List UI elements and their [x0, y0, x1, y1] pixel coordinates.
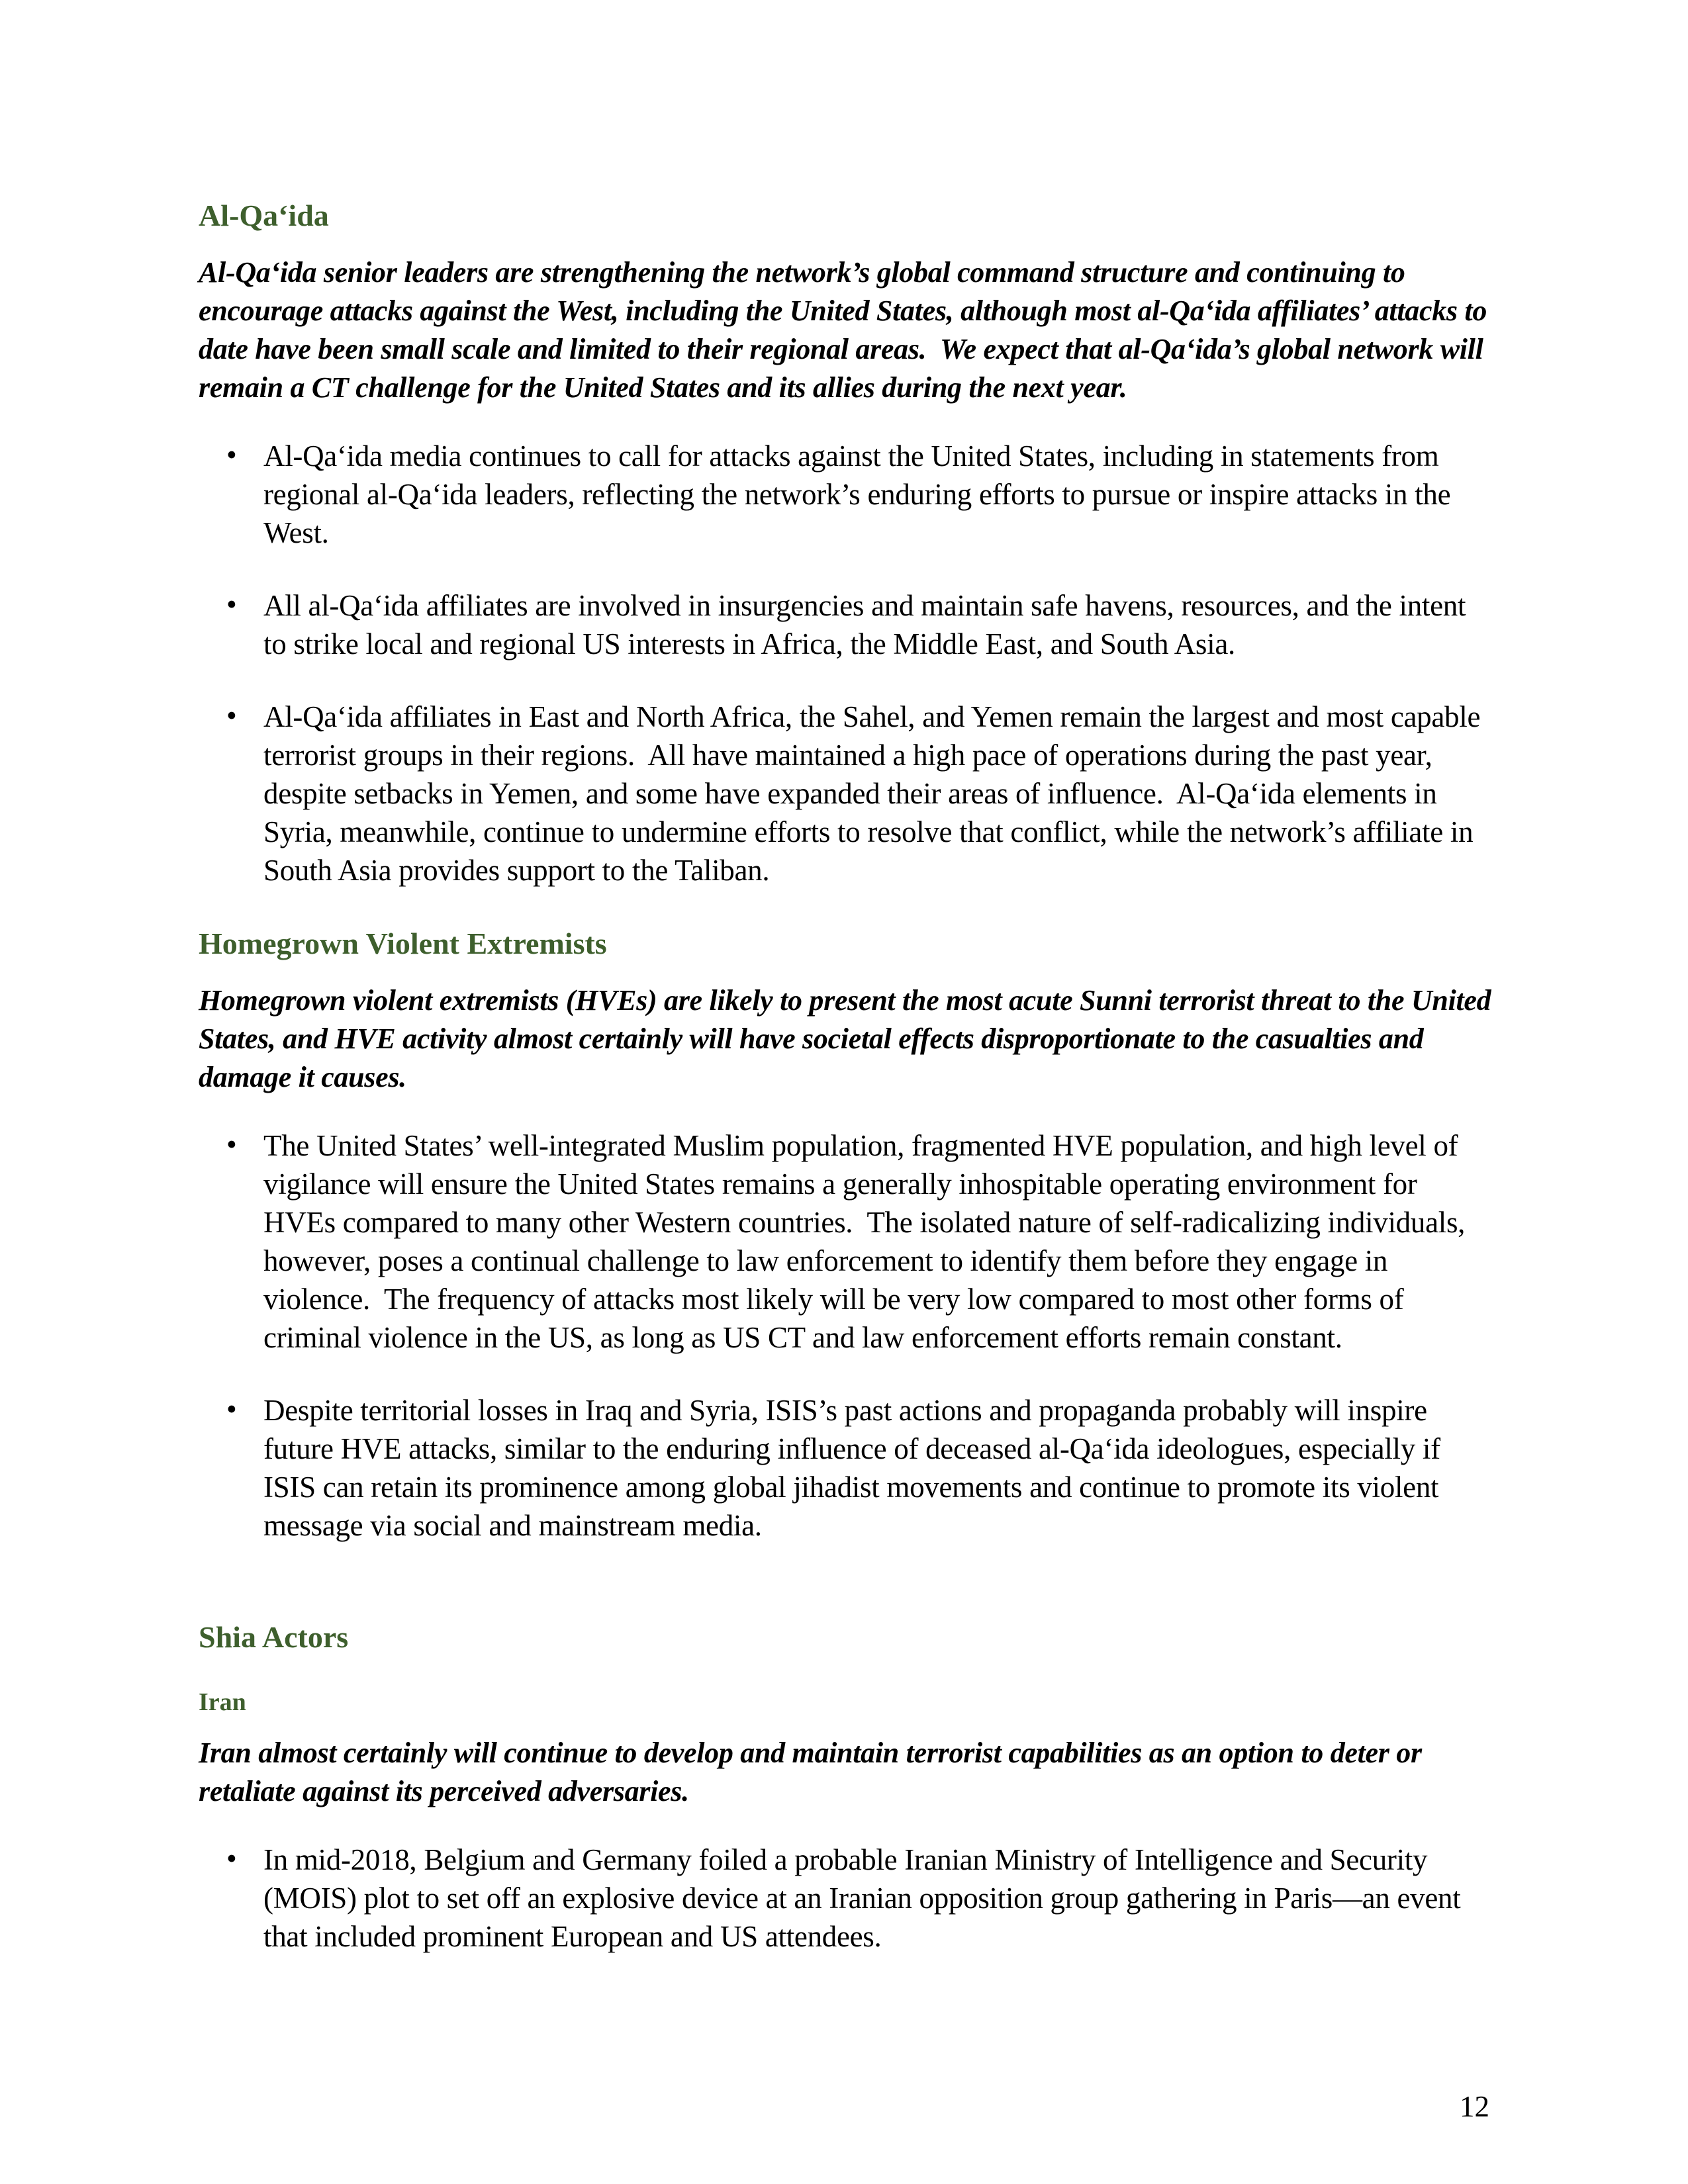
lead-paragraph-hve: Homegrown violent extremists (HVEs) are likely to present the most acute Sunni terrorist threat to the United States, and HVE activity almost certainly will have societal effects disproportionate to the casualties and damage it causes. [199, 984, 1499, 1093]
bullet-list-al-qaida [199, 437, 1495, 889]
bullet-item [199, 1126, 1495, 1357]
lead-paragraph-al-qaida: Al-Qa‘ida senior leaders are strengthening the network’s global command structure and continuing to encourage attacks against the West, including the United States, although most al-Qa‘ida affiliates’ attacks to date have been small scale and limited to their regional areas. We expect that al-Qa‘ida’s global network will remain a CT challenge for the United States and its allies during the next year. [199, 256, 1494, 404]
bullet-list-hve [199, 1126, 1495, 1545]
section-heading-al-qaida: Al-Qa‘ida [199, 199, 329, 232]
section-homegrown-violent-extremists [199, 925, 1499, 1579]
page-number: 12 [1460, 2090, 1489, 2123]
bullet-text: Al-Qa‘ida media continues to call for attacks against the United States, including in statements from regional al-Qa‘ida leaders, reflecting the network’s enduring efforts to pursue or inspire attacks in the West. [263, 439, 1458, 549]
section-iran [199, 1681, 1495, 1990]
section-heading-shia-actors: Shia Actors [199, 1620, 349, 1654]
bullet-text: All al-Qa‘ida affiliates are involved in insurgencies and maintain safe havens, resources, and the intent to strike local and regional US interests in Africa, the Middle East, and South Asia. [263, 589, 1474, 660]
bullet-text: The United States’ well-integrated Muslim population, fragmented HVE population, and high level of vigilance will ensure the United States remains a generally inhospitable operating environment for HVEs compared to many other Western countries. The isolated nature of self-radicalizing individuals, however, poses a continual challenge to law enforcement to identify them before they engage in violence. The frequency of attacks most likely will be very low compared to most other forms of criminal violence in the US, as long as US CT and law enforcement efforts remain constant. [263, 1129, 1473, 1354]
bullet-text: Al-Qa‘ida affiliates in East and North Africa, the Sahel, and Yemen remain the largest and most capable terrorist groups in their regions. All have maintained a high pace of operations during the past year, despite setbacks in Yemen, and some have expanded their areas of influence. Al-Qa‘ida elements in Syria, meanwhile, continue to undermine efforts to resolve that conflict, while the network’s affiliate in South Asia provides support to the Taliban. [263, 700, 1488, 887]
bullet-text: In mid-2018, Belgium and Germany foiled a probable Iranian Ministry of Intelligence and Security (MOIS) plot to set off an explosive device at an Iranian opposition group gathering in Paris—an event that included prominent European and US attendees. [263, 1843, 1468, 1953]
section-shia-actors [199, 1619, 1495, 1675]
bullet-item [199, 1391, 1495, 1545]
bullet-item [199, 698, 1495, 889]
lead-paragraph-iran: Iran almost certainly will continue to develop and maintain terrorist capabilities as an option to deter or retaliate against its perceived adversaries. [199, 1737, 1429, 1807]
bullet-list-iran [199, 1841, 1495, 1956]
section-al-qaida [199, 197, 1495, 924]
subsection-heading-iran: Iran [199, 1688, 246, 1716]
bullet-item [199, 437, 1495, 552]
bullet-item [199, 1841, 1495, 1956]
bullet-text: Despite territorial losses in Iraq and Syria, ISIS’s past actions and propaganda probably will inspire future HVE attacks, similar to the enduring influence of deceased al-Qa‘ida ideologues, especially if ISIS can retain its prominence among global jihadist movements and continue to promote its violent message via social and mainstream media. [263, 1394, 1448, 1542]
section-heading-hve: Homegrown Violent Extremists [199, 927, 607, 960]
bullet-item [199, 586, 1495, 663]
